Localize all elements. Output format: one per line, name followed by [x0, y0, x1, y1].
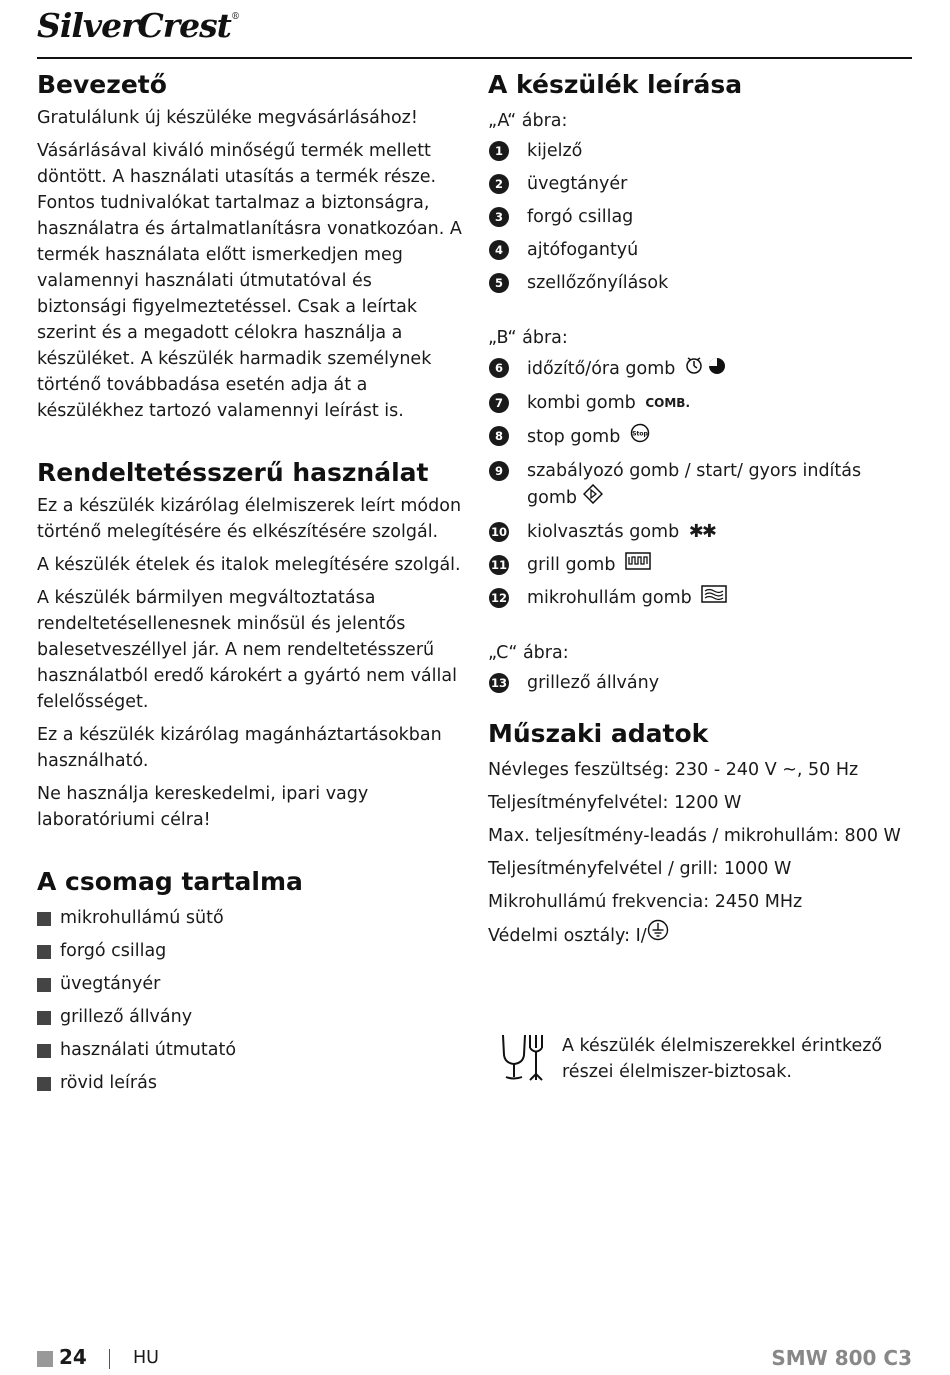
number-badge: 1 — [489, 141, 509, 161]
page-number: 24 — [59, 1345, 87, 1369]
grill-icon — [625, 552, 651, 578]
spec-line: Védelmi osztály: I/ — [488, 919, 913, 953]
list-item: 10 kiolvasztás gomb ✱✱ — [488, 519, 913, 545]
paragraph: Ez a készülék kizárólag élelmiszerek leírt módon történő melegítésére és elkészítésére szolgál. — [37, 496, 462, 542]
package-contents-list — [37, 902, 462, 1100]
list-item: 11 grill gomb — [488, 552, 913, 578]
footer-divider — [109, 1349, 110, 1369]
list-item: 2 üvegtányér — [488, 171, 913, 197]
spec-line: Névleges feszültség: 230 - 240 V ~, 50 Hz — [488, 760, 859, 780]
figure-b-list — [488, 355, 913, 611]
spec-line: Max. teljesítmény-leadás / mikrohullám: 800 W — [488, 826, 901, 846]
section-title-intended-use: Rendeltetésszerű használat — [37, 458, 429, 487]
list-item: 12 mikrohullám gomb — [488, 585, 913, 611]
list-item: 7 kombi gomb COMB. — [488, 390, 913, 416]
microwave-icon — [701, 585, 727, 611]
list-item: grillező állvány — [37, 1001, 462, 1034]
section-title-technical-data: Műszaki adatok — [488, 719, 709, 748]
model-number: SMW 800 C3 — [771, 1346, 912, 1370]
figure-a-list — [488, 138, 913, 296]
list-item: 6 időzítő/óra gomb — [488, 355, 913, 383]
spec-line: Mikrohullámú frekvencia: 2450 MHz — [488, 892, 803, 912]
list-item: 8 stop gomb Stop — [488, 423, 913, 451]
spec-line: Teljesítményfelvétel / grill: 1000 W — [488, 859, 792, 879]
paragraph: Ne használja kereskedelmi, ipari vagy laboratóriumi célra! — [37, 784, 369, 830]
number-badge: 13 — [489, 673, 509, 693]
list-item: 13 grillező állvány — [490, 673, 660, 693]
bullet-square-icon — [37, 1077, 51, 1091]
spec-line: Teljesítményfelvétel: 1200 W — [488, 793, 742, 813]
header-rule — [37, 57, 912, 59]
section-title-introduction: Bevezető — [37, 70, 167, 99]
start-diamond-icon — [583, 484, 603, 512]
paragraph: A készülék bármilyen megváltoztatása rendeltetésellenesnek minősül és jelentős balesetveszéllyel jár. A nem rendeltetésszerű használatból eredő károkért a gyártó nem vállal felelősséget. — [37, 588, 457, 712]
section-title-device-description: A készülék leírása — [488, 70, 743, 99]
paragraph: A készülék ételek és italok melegítésére szolgál. — [37, 555, 461, 575]
figure-b-label: „B“ ábra: — [488, 328, 568, 348]
bullet-square-icon — [37, 1011, 51, 1025]
bullet-square-icon — [37, 912, 51, 926]
list-item: 3 forgó csillag — [488, 204, 913, 230]
list-item: 9 szabályozó gomb / start/ gyors indítás gomb — [488, 458, 913, 512]
section-title-package-contents: A csomag tartalma — [37, 867, 303, 896]
defrost-icon: ✱✱ — [688, 521, 715, 542]
footer-square-icon — [37, 1351, 53, 1367]
stop-icon — [630, 423, 650, 451]
number-badge: 2 — [489, 174, 509, 194]
paragraph: Gratulálunk új készüléke megvásárlásához! — [37, 108, 418, 128]
list-item: 5 szellőzőnyílások — [488, 270, 913, 296]
bullet-square-icon — [37, 978, 51, 992]
number-badge: 5 — [489, 273, 509, 293]
list-item: forgó csillag — [37, 935, 462, 968]
bullet-square-icon — [37, 1044, 51, 1058]
paragraph: Vásárlásával kiváló minőségű termék mellett döntött. A használati utasítás a termék része. Fontos tudnivalókat tartalmaz a biztonságra, használatra és ártalmatlanításra vonatkozóan. A termék használata előtt ismerkedjen meg valamennyi használati útmutatóval és biztonsági figyelmeztetéssel. Csak a leírtak szerint és a megadott célokra használja a készüléket. A készülék harmadik személynek történő továbbadása esetén adja át a készülékhez tartozó valamennyi leírást is. — [37, 141, 462, 421]
number-badge: 7 — [489, 393, 509, 413]
figure-a-label: „A“ ábra: — [488, 111, 568, 131]
number-badge: 6 — [489, 358, 509, 378]
number-badge: 11 — [489, 555, 509, 575]
number-badge: 3 — [489, 207, 509, 227]
list-item: rövid leírás — [37, 1067, 462, 1100]
brand-logo: SilverCrest® — [37, 6, 239, 45]
number-badge: 8 — [489, 426, 509, 446]
list-item: 1 kijelző — [488, 138, 913, 164]
bullet-square-icon — [37, 945, 51, 959]
left-column — [37, 62, 462, 1100]
timer-clock-icon — [685, 355, 727, 383]
glass-fork-icon — [500, 1033, 546, 1087]
language-code: HU — [133, 1348, 159, 1368]
right-column — [488, 62, 913, 953]
figure-c-label: „C“ ábra: — [488, 643, 569, 663]
number-badge: 12 — [489, 588, 509, 608]
list-item: használati útmutató — [37, 1034, 462, 1067]
comb-icon: COMB. — [645, 396, 691, 410]
list-item: mikrohullámú sütő — [37, 902, 462, 935]
number-badge: 10 — [489, 522, 509, 542]
earth-ground-icon — [647, 919, 669, 953]
paragraph: Ez a készülék kizárólag magánháztartásokban használható. — [37, 725, 442, 771]
figure-c-list — [488, 670, 913, 696]
number-badge: 9 — [489, 461, 509, 481]
number-badge: 4 — [489, 240, 509, 260]
list-item: üvegtányér — [37, 968, 462, 1001]
list-item: 4 ajtófogantyú — [488, 237, 913, 263]
food-safe-note: A készülék élelmiszerekkel érintkező részei élelmiszer-biztosak. — [562, 1036, 883, 1082]
svg-text:Stop: Stop — [632, 430, 648, 438]
